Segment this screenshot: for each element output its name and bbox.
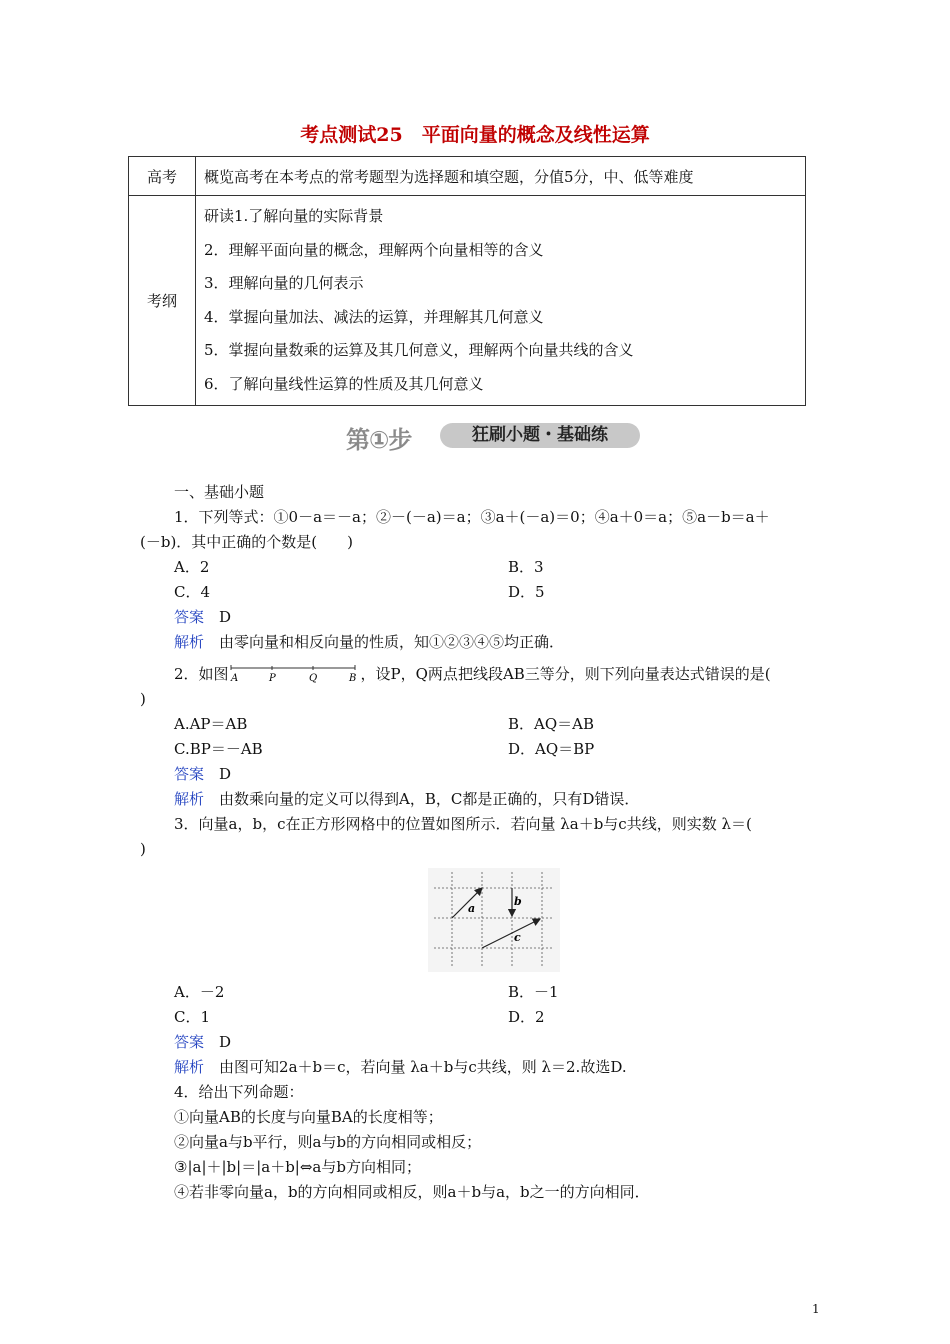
kaogang-item: 4．掌握向量加法、减法的运算，并理解其几何意义 xyxy=(204,307,544,326)
answer-label: 答案 xyxy=(174,608,205,626)
label-vector-b: b xyxy=(514,895,522,908)
q1-option-b: B．3 xyxy=(508,558,544,576)
kaogang-label: 考纲 xyxy=(129,196,196,406)
kaogang-item: 2．理解平面向量的概念，理解两个向量相等的含义 xyxy=(204,240,544,259)
q2-option-a: A.AP＝AB xyxy=(174,715,248,733)
page-number: 1 xyxy=(812,1302,820,1316)
q2-answer xyxy=(174,763,231,785)
q2-option-b: B．AQ＝AB xyxy=(508,715,595,733)
q1-analysis xyxy=(174,631,564,653)
q1-answer xyxy=(174,606,231,628)
answer-value: D xyxy=(219,1033,232,1051)
q2-option-c: C.BP＝－AB xyxy=(174,740,263,758)
figure-background xyxy=(428,868,560,972)
analysis-text: 由零向量和相反向量的性质，知①②③④⑤均正确． xyxy=(219,633,565,651)
kaogang-items xyxy=(196,196,806,406)
kaogang-item: 3．理解向量的几何表示 xyxy=(204,274,364,292)
page-title: 考点测试25 平面向量的概念及线性运算 xyxy=(300,124,650,146)
q3-option-a: A．－2 xyxy=(174,983,225,1001)
label-vector-a: a xyxy=(468,902,476,915)
syllabus-table xyxy=(128,156,806,406)
q1-line1: 1．下列等式：①0－a＝－a；②－(－a)＝a；③a＋(－a)＝0；④a＋0＝a；⑤a－b＝a＋ xyxy=(174,508,770,526)
label-vector-c: c xyxy=(514,931,521,944)
step-banner xyxy=(346,420,646,454)
q2-analysis xyxy=(174,788,639,810)
q1-line2: (－b)．其中正确的个数是( ) xyxy=(140,533,354,551)
q3-line1: 3．向量a，b，c在正方形网格中的位置如图所示．若向量 λa＋b与c共线，则实数 λ＝( xyxy=(174,815,752,833)
q3-option-b: B．－1 xyxy=(508,983,559,1001)
analysis-text: 由数乘向量的定义可以得到A，B，C都是正确的，只有D错误． xyxy=(219,790,640,808)
label-b: B xyxy=(348,673,356,684)
q2-pre: 2．如图 xyxy=(174,665,229,683)
q1-option-c: C．4 xyxy=(174,583,211,601)
q3-option-c: C．1 xyxy=(174,1008,211,1026)
answer-label: 答案 xyxy=(174,1033,205,1051)
q4-line1: 4．给出下列命题： xyxy=(174,1083,304,1101)
q1-option-d: D．5 xyxy=(508,583,545,601)
step-label: 第①步 xyxy=(346,426,412,454)
kaogang-item: 6．了解向量线性运算的性质及其几何意义 xyxy=(204,374,484,393)
gaokao-label: 高考 xyxy=(129,157,196,196)
q1-option-a: A．2 xyxy=(174,558,210,576)
analysis-label: 解析 xyxy=(174,790,205,808)
q3-analysis xyxy=(174,1056,627,1078)
analysis-label: 解析 xyxy=(174,1058,205,1076)
label-p: P xyxy=(268,673,276,684)
q4-proposition-2: ②向量a与b平行，则a与b的方向相同或相反； xyxy=(174,1133,482,1151)
vector-grid-figure xyxy=(428,868,560,972)
kaogang-item: 研读1.了解向量的实际背景 xyxy=(204,207,384,225)
q4-proposition-1: ①向量AB的长度与向量BA的长度相等； xyxy=(174,1108,443,1126)
q3-line2: ) xyxy=(140,840,146,858)
step-pill: 狂刷小题・基础练 xyxy=(440,423,640,448)
label-q: Q xyxy=(308,673,317,684)
q3-answer xyxy=(174,1031,231,1053)
segment-figure xyxy=(229,665,361,685)
q4-proposition-4: ④若非零向量a，b的方向相同或相反，则a＋b与a，b之一的方向相同． xyxy=(174,1183,650,1201)
answer-value: D xyxy=(219,765,232,783)
analysis-label: 解析 xyxy=(174,633,205,651)
answer-value: D xyxy=(219,608,232,626)
q2-line1 xyxy=(174,663,771,685)
q3-option-d: D．2 xyxy=(508,1008,545,1026)
q4-proposition-3: ③|a|＋|b|＝|a＋b|⇔a与b方向相同； xyxy=(174,1158,421,1176)
segment-svg xyxy=(229,663,361,685)
answer-label: 答案 xyxy=(174,765,205,783)
kaogang-item: 5．掌握向量数乘的运算及其几何意义，理解两个向量共线的含义 xyxy=(204,341,634,359)
gaokao-text: 概览高考在本考点的常考题型为选择题和填空题，分值5分，中、低等难度 xyxy=(196,157,806,196)
q2-line2: ) xyxy=(140,690,146,708)
q2-option-d: D．AQ＝BP xyxy=(508,740,595,758)
section-heading: 一、基础小题 xyxy=(174,483,265,501)
q2-post: ，设P，Q两点把线段AB三等分，则下列向量表达式错误的是( xyxy=(360,665,771,683)
analysis-text: 由图可知2a＋b＝c，若向量 λa＋b与c共线，则 λ＝2.故选D. xyxy=(219,1058,627,1076)
label-a: A xyxy=(230,673,238,684)
